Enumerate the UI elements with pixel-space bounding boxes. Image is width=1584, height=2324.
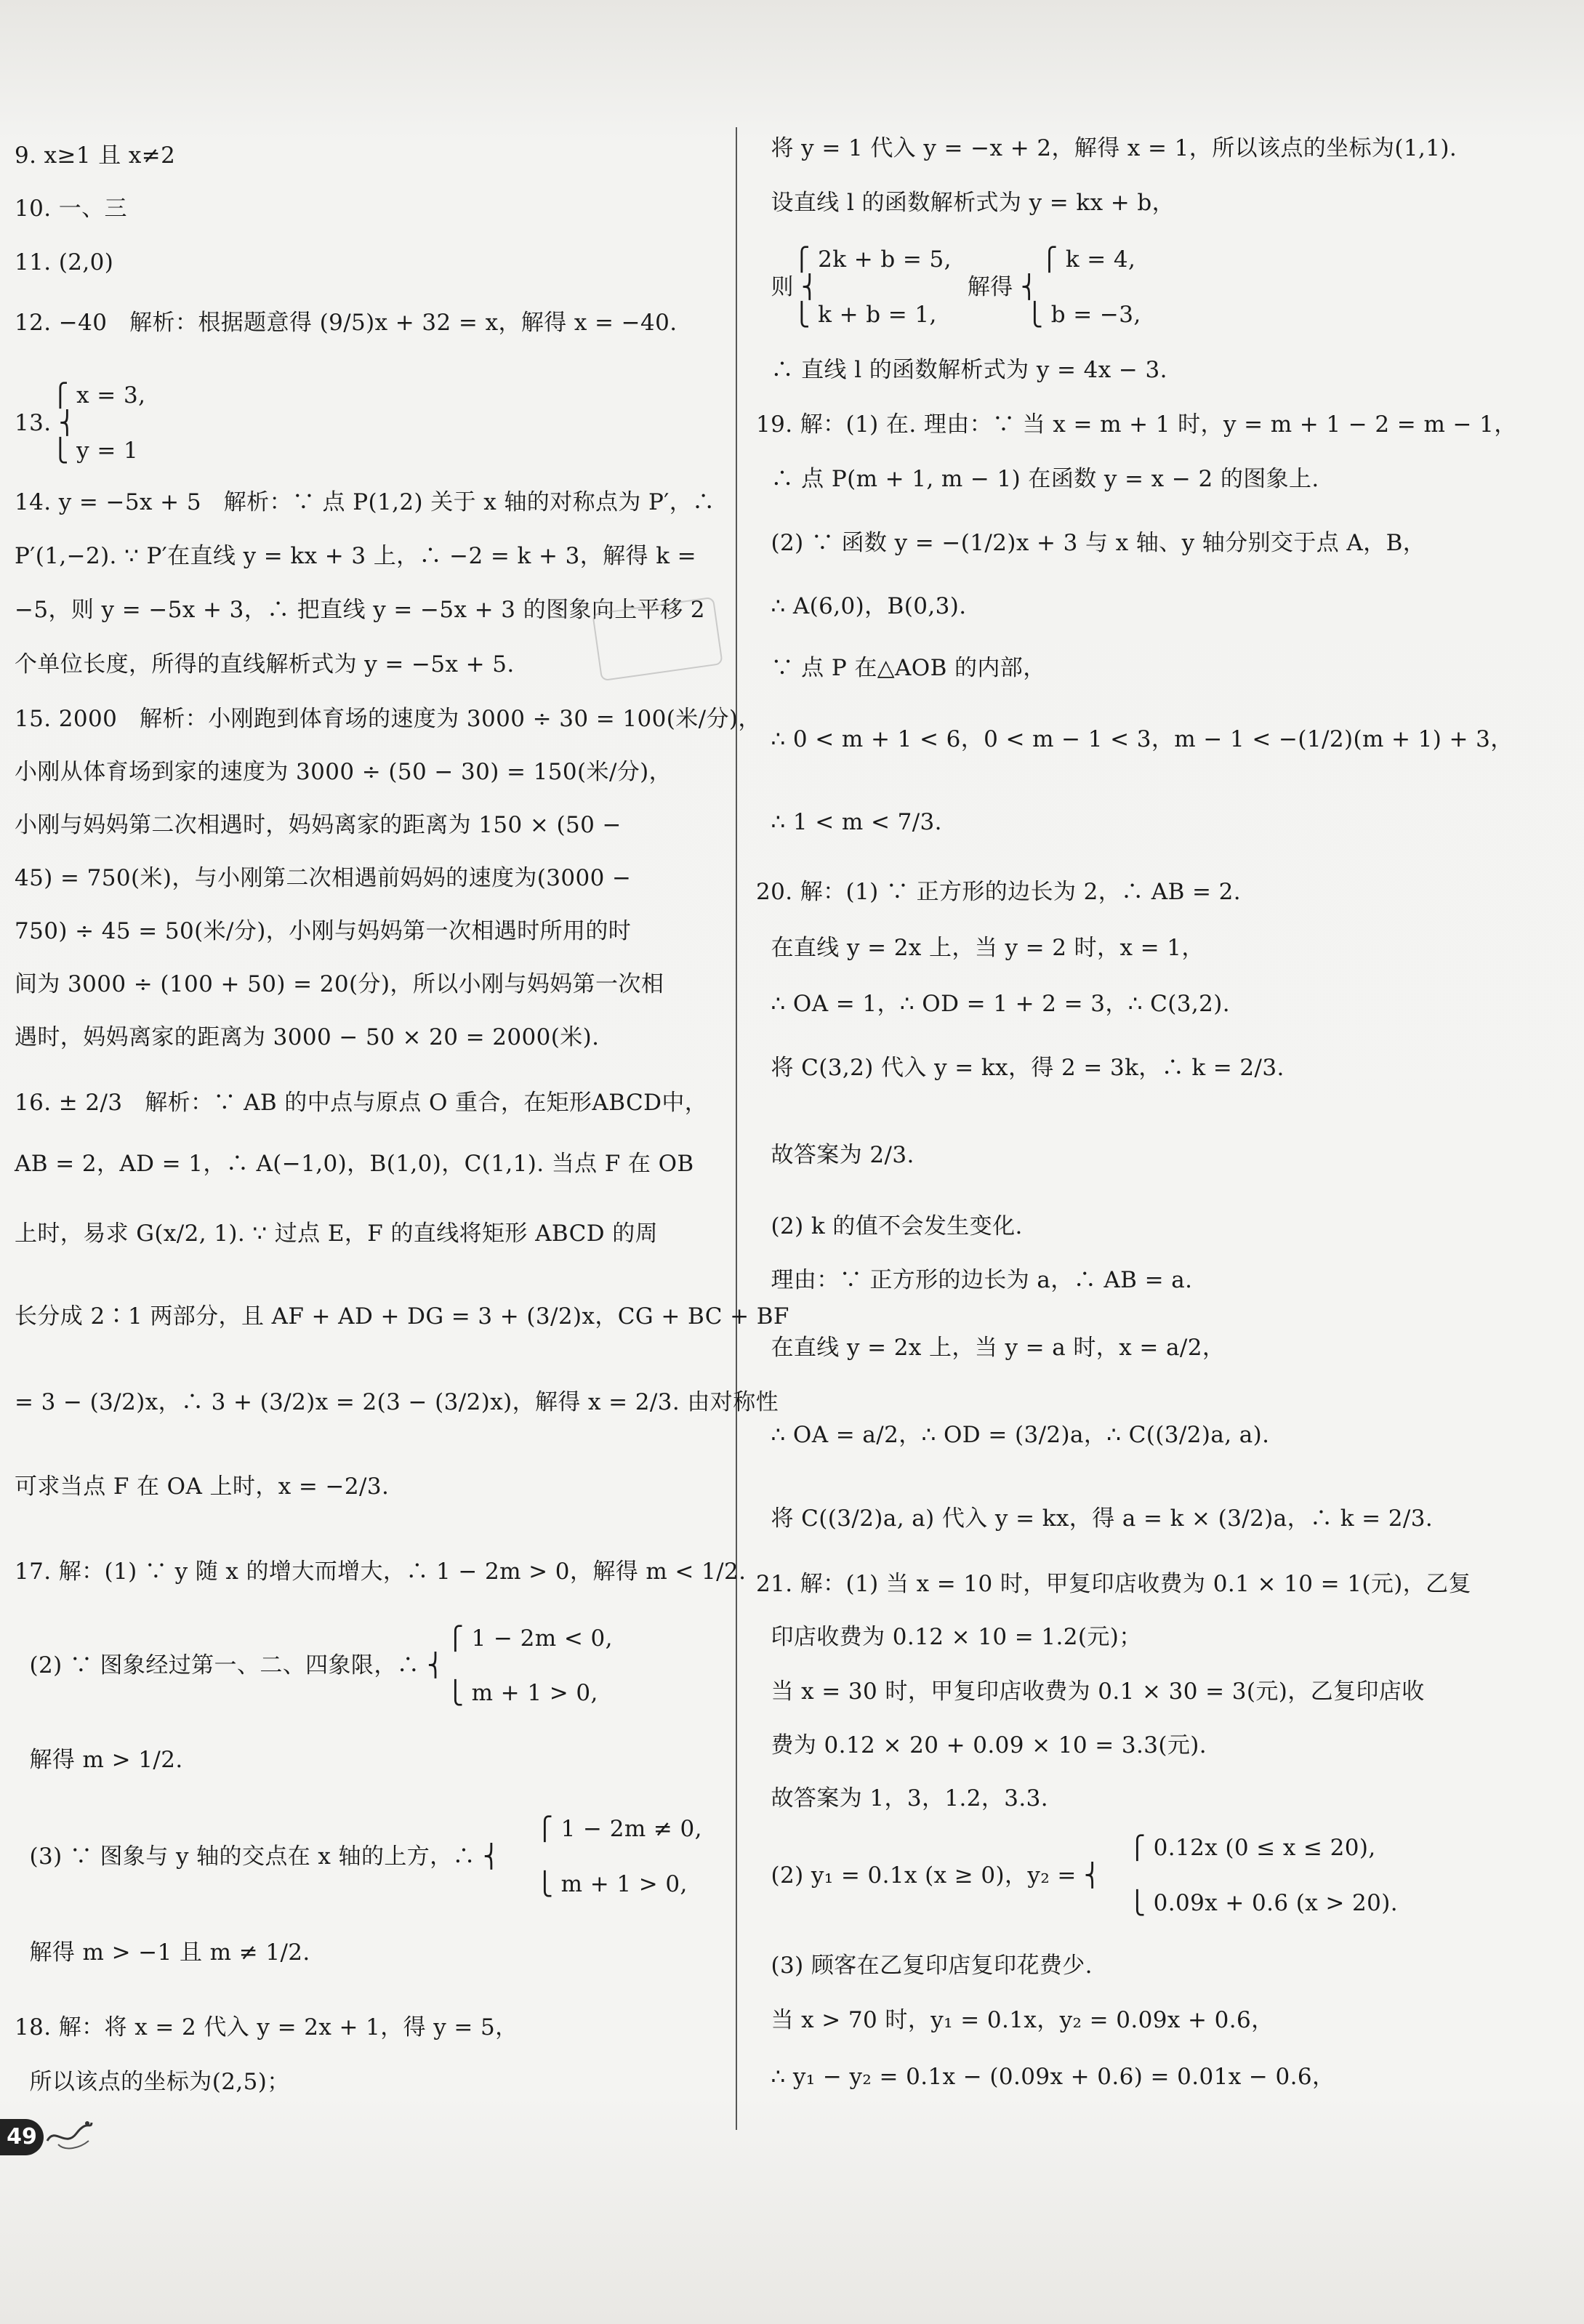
- text-line: 则 ⎨ 解得 ⎨: [756, 274, 1038, 300]
- text-line: (3) ∵ 图象与 y 轴的交点在 x 轴的上方，∴ ⎨: [15, 1843, 500, 1870]
- text-line: 印店收费为 0.12 × 10 = 1.2(元)；: [756, 1624, 1142, 1650]
- text-line: ⎧ 1 − 2m < 0,: [15, 1625, 613, 1652]
- text-line: 当 x > 70 时，y₁ = 0.1x，y₂ = 0.09x + 0.6，: [756, 2007, 1274, 2033]
- text-line: 在直线 y = 2x 上，当 y = a 时，x = a/2，: [756, 1335, 1226, 1361]
- text-line: 个单位长度，所得的直线解析式为 y = −5x + 5.: [15, 651, 515, 678]
- text-line: 14. y = −5x + 5 解析：∵ 点 P(1,2) 关于 x 轴的对称点为 P′，∴: [15, 489, 715, 515]
- page-number: 49: [0, 2119, 44, 2155]
- text-line: 小刚从体育场到家的速度为 3000 ÷ (50 − 30) = 150(米/分)，: [15, 759, 672, 785]
- text-line: 故答案为 1，3，1.2，3.3.: [756, 1785, 1049, 1812]
- text-line: 所以该点的坐标为(2,5)；: [15, 2069, 290, 2095]
- text-line: 将 C(3,2) 代入 y = kx，得 2 = 3k，∴ k = 2/3.: [756, 1055, 1285, 1081]
- text-line: 长分成 2∶1 两部分，且 AF + AD + DG = 3 + (3/2)x，CG + BC + BF: [15, 1303, 789, 1330]
- text-line: (2) k 的值不会发生变化.: [756, 1213, 1023, 1239]
- text-line: 12. −40 解析：根据题意得 (9/5)x + 32 = x，解得 x = −40.: [15, 310, 678, 336]
- text-line: ∴ A(6,0)，B(0,3).: [756, 593, 967, 619]
- text-line: 21. 解：(1) 当 x = 10 时，甲复印店收费为 0.1 × 10 = 1(元)，乙复: [756, 1571, 1471, 1597]
- text-line: 解得 m > 1/2.: [15, 1747, 183, 1773]
- text-line: 18. 解：将 x = 2 代入 y = 2x + 1，得 y = 5，: [15, 2014, 518, 2040]
- text-line: ⎧ 1 − 2m ≠ 0,: [15, 1816, 702, 1842]
- text-line: 11. (2,0): [15, 249, 114, 276]
- text-line: ∵ 点 P 在△AOB 的内部，: [756, 655, 1046, 681]
- text-line: 17. 解：(1) ∵ y 随 x 的增大而增大，∴ 1 − 2m > 0，解得 m < 1/2.: [15, 1559, 747, 1585]
- text-line: 20. 解：(1) ∵ 正方形的边长为 2，∴ AB = 2.: [756, 879, 1242, 905]
- text-line: 小刚与妈妈第二次相遇时，妈妈离家的距离为 150 × (50 −: [15, 812, 622, 838]
- text-line: (2) ∵ 图象经过第一、二、四象限，∴ ⎨: [15, 1652, 445, 1678]
- text-line: 理由：∵ 正方形的边长为 a，∴ AB = a.: [756, 1267, 1193, 1293]
- text-line: 解得 m > −1 且 m ≠ 1/2.: [15, 1939, 310, 1966]
- text-line: ⎧ 0.12x (0 ≤ x ≤ 20),: [756, 1835, 1376, 1861]
- text-line: ⎩ 0.09x + 0.6 (x > 20).: [756, 1890, 1399, 1916]
- text-line: ⎩ m + 1 > 0,: [15, 1680, 598, 1706]
- text-line: AB = 2，AD = 1，∴ A(−1,0)，B(1,0)，C(1,1). 当点 F 在 OB: [15, 1151, 694, 1177]
- text-line: ⎧ 2k + b = 5, ⎧ k = 4,: [756, 246, 1136, 273]
- text-line: 费为 0.12 × 20 + 0.09 × 10 = 3.3(元).: [756, 1732, 1207, 1758]
- text-line: 在直线 y = 2x 上，当 y = 2 时，x = 1，: [756, 935, 1205, 961]
- text-line: 将 y = 1 代入 y = −x + 2，解得 x = 1，所以该点的坐标为(1,1).: [756, 135, 1458, 161]
- text-line: (2) ∵ 函数 y = −(1/2)x + 3 与 x 轴、y 轴分别交于点 A，B，: [756, 530, 1426, 556]
- text-line: 可求当点 F 在 OA 上时，x = −2/3.: [15, 1473, 390, 1500]
- text-line: 750) ÷ 45 = 50(米/分)，小刚与妈妈第一次相遇时所用的时: [15, 918, 632, 944]
- text-line: ∴ 1 < m < 7/3.: [756, 809, 942, 835]
- text-line: ∴ 点 P(m + 1, m − 1) 在函数 y = x − 2 的图象上.: [756, 466, 1319, 492]
- text-line: 设直线 l 的函数解析式为 y = kx + b，: [756, 190, 1175, 216]
- text-line: 9. x≥1 且 x≠2: [15, 142, 176, 169]
- text-line: 15. 2000 解析：小刚跑到体育场的速度为 3000 ÷ 30 = 100(米/分)，: [15, 706, 761, 732]
- text-line: 16. ± 2/3 解析：∵ AB 的中点与原点 O 重合，在矩形ABCD中，: [15, 1090, 708, 1116]
- column-divider: [736, 127, 737, 2130]
- text-line: −5，则 y = −5x + 3，∴ 把直线 y = −5x + 3 的图象向上平移 2: [15, 597, 705, 623]
- text-line: ∴ OA = 1，∴ OD = 1 + 2 = 3，∴ C(3,2).: [756, 991, 1230, 1017]
- text-line: = 3 − (3/2)x，∴ 3 + (3/2)x = 2(3 − (3/2)x)，解得 x = 2/3. 由对称性: [15, 1389, 779, 1415]
- text-line: ∴ 0 < m + 1 < 6，0 < m − 1 < 3，m − 1 < −(1/2)(m + 1) + 3，: [756, 726, 1513, 752]
- text-line: ⎩ y = 1: [15, 438, 139, 464]
- text-line: 13. ⎨: [15, 410, 76, 436]
- text-line: 故答案为 2/3.: [756, 1142, 914, 1168]
- text-line: 将 C((3/2)a, a) 代入 y = kx，得 a = k × (3/2)a，∴ k = 2/3.: [756, 1505, 1434, 1532]
- text-line: 19. 解：(1) 在. 理由：∵ 当 x = m + 1 时，y = m + 1 − 2 = m − 1，: [756, 411, 1517, 438]
- dragon-ornament-icon: [44, 2112, 95, 2155]
- text-line: P′(1,−2). ∵ P′在直线 y = kx + 3 上，∴ −2 = k + 3，解得 k =: [15, 543, 697, 569]
- text-line: 上时，易求 G(x/2, 1). ∵ 过点 E，F 的直线将矩形 ABCD 的周: [15, 1221, 659, 1247]
- text-line: ∴ 直线 l 的函数解析式为 y = 4x − 3.: [756, 357, 1167, 383]
- text-line: ⎧ x = 3,: [15, 382, 146, 409]
- text-line: ∴ OA = a/2，∴ OD = (3/2)a，∴ C((3/2)a, a).: [756, 1422, 1270, 1448]
- text-line: (3) 顾客在乙复印店复印花费少.: [756, 1953, 1093, 1979]
- text-line: ⎩ k + b = 1, ⎩ b = −3,: [756, 302, 1141, 328]
- text-line: ∴ y₁ − y₂ = 0.1x − (0.09x + 0.6) = 0.01x − 0.6，: [756, 2064, 1335, 2090]
- text-line: (2) y₁ = 0.1x (x ≥ 0)，y₂ = ⎨: [756, 1862, 1101, 1889]
- text-line: 45) = 750(米)，与小刚第二次相遇前妈妈的速度为(3000 −: [15, 865, 632, 891]
- text-line: ⎩ m + 1 > 0,: [15, 1871, 688, 1897]
- text-line: 当 x = 30 时，甲复印店收费为 0.1 × 30 = 3(元)，乙复印店收: [756, 1678, 1425, 1705]
- text-line: 间为 3000 ÷ (100 + 50) = 20(分)，所以小刚与妈妈第一次相: [15, 971, 664, 997]
- text-line: 遇时，妈妈离家的距离为 3000 − 50 × 20 = 2000(米).: [15, 1024, 600, 1050]
- text-line: 10. 一、三: [15, 196, 127, 222]
